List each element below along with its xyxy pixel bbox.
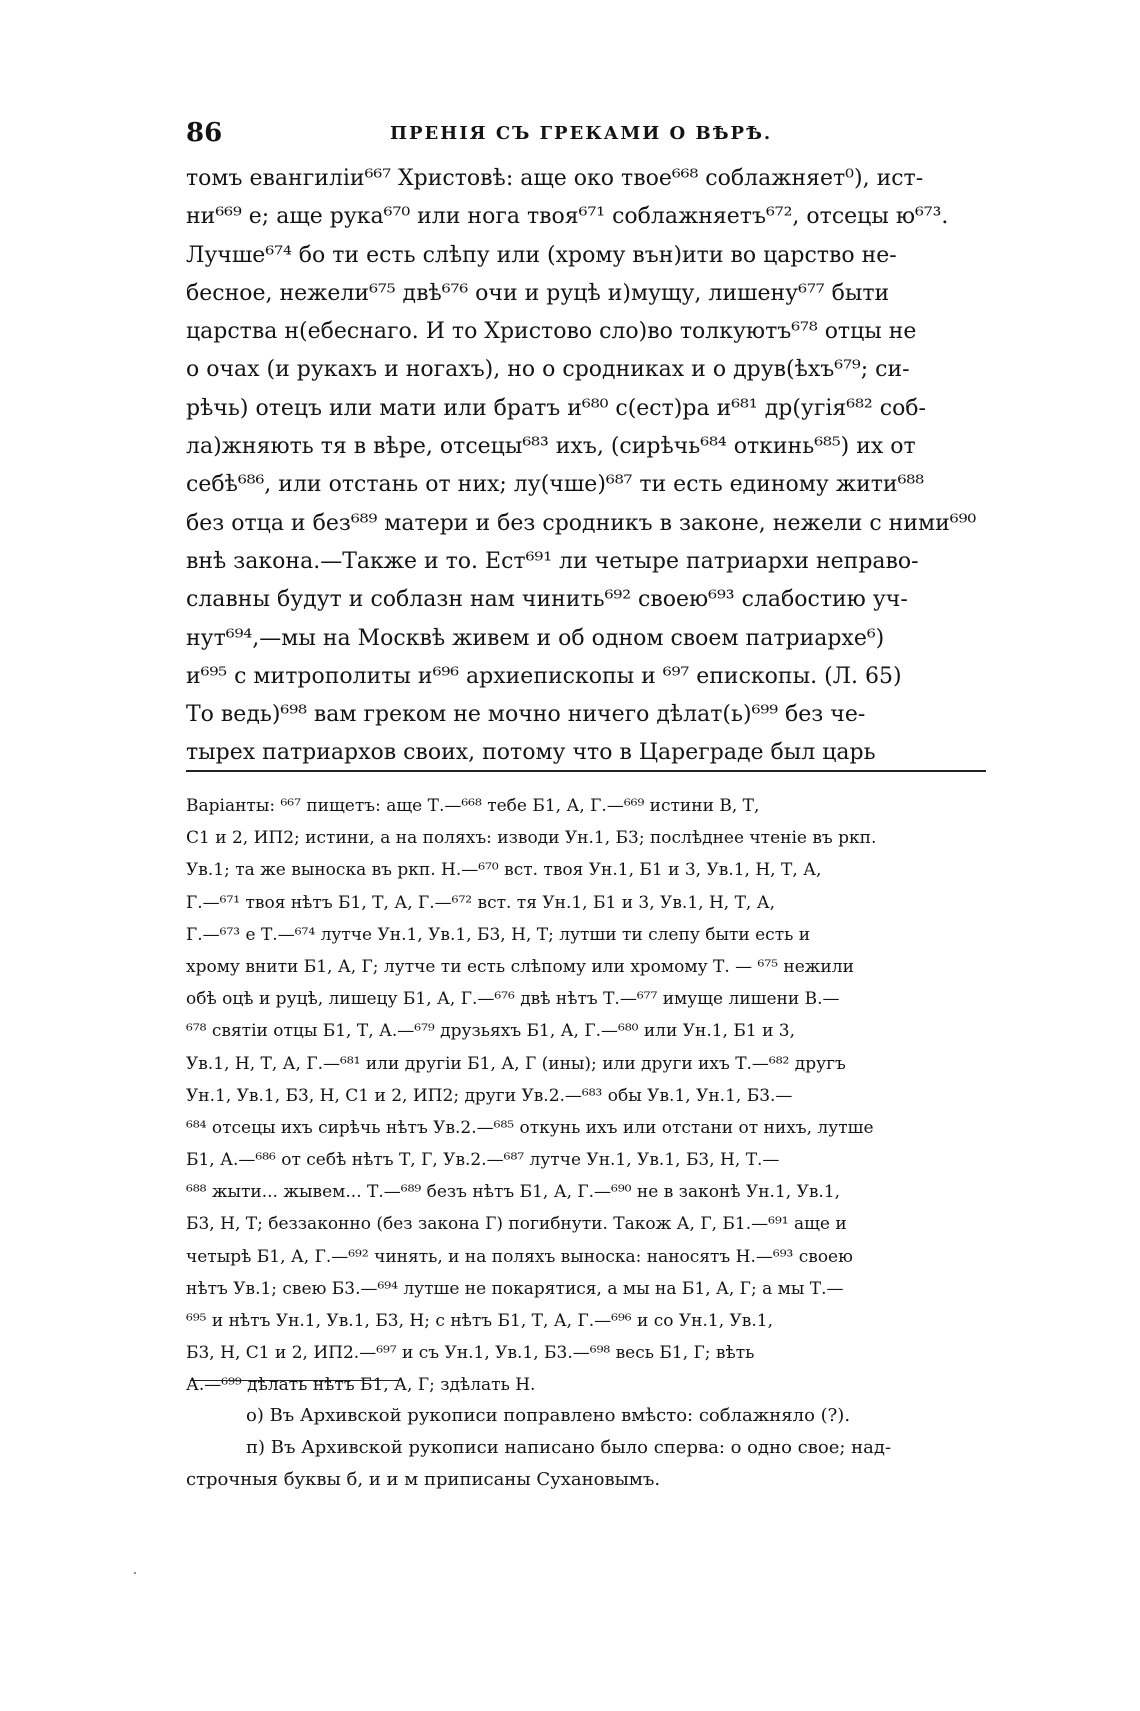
main-text-line: То ведь)⁶⁹⁸ вам греком не мочно ничего дѣлат(ь)⁶⁹⁹ без че- xyxy=(186,702,866,728)
variants-line: обѣ оцѣ и руцѣ, лишецу Б1, А, Г.—⁶⁷⁶ двѣ нѣтъ Т.—⁶⁷⁷ имуще лишени В.— xyxy=(186,989,840,1010)
main-text-line: внѣ закона.—Также и то. Ест⁶⁹¹ ли четыре патриархи неправо- xyxy=(186,548,919,574)
main-text-line: тырех патриархов своих, потому что в Цареграде был царь xyxy=(186,740,876,766)
variants-line: Г.—⁶⁷³ е Т.—⁶⁷⁴ лутче Ун.1, Ув.1, Б3, Н, Т; лутши ти слепу быти есть и xyxy=(186,924,811,945)
main-text-line: томъ евангиліи⁶⁶⁷ Христовѣ: аще око твое⁶⁶⁸ соблажняет⁰), ист- xyxy=(186,166,924,191)
running-head: ПРЕНІЯ СЪ ГРЕКАМИ О ВѢРѢ. xyxy=(390,123,773,144)
variants-line: Варіанты: ⁶⁶⁷ пищетъ: аще Т.—⁶⁶⁸ тебе Б1, А, Г.—⁶⁶⁹ истини В, Т, xyxy=(186,796,760,816)
variants-line: Б1, А.—⁶⁸⁶ от себѣ нѣтъ Т, Г, Ув.2.—⁶⁸⁷ лутче Ун.1, Ув.1, Б3, Н, Т.— xyxy=(186,1150,780,1171)
variants-line: нѣтъ Ув.1; свею Б3.—⁶⁹⁴ лутше не покарятися, а мы на Б1, А, Г; а мы Т.— xyxy=(186,1278,844,1299)
variants-line: ⁶⁷⁸ святіи отцы Б1, Т, А.—⁶⁷⁹ друзьяхъ Б1, А, Г.—⁶⁸⁰ или Ун.1, Б1 и 3, xyxy=(186,1021,796,1042)
main-text-line: бесное, нежели⁶⁷⁵ двѣ⁶⁷⁶ очи и руцѣ и)мущу, лишену⁶⁷⁷ быти xyxy=(186,280,890,306)
main-text-line: без отца и без⁶⁸⁹ матери и без сродникъ в законе, нежели с ними⁶⁹⁰ xyxy=(186,510,977,536)
variants-line: Б3, Н, Т; беззаконно (без закона Г) погибнути. Також А, Г, Б1.—⁶⁹¹ аще и xyxy=(186,1214,847,1235)
variants-line: С1 и 2, ИП2; истини, а на поляхъ: изводи Ун.1, Б3; послѣднее чтеніе въ ркп. xyxy=(186,828,877,849)
main-text-line: рѣчь) отецъ или мати или братъ и⁶⁸⁰ с(ест)ра и⁶⁸¹ др(угія⁶⁸² соб- xyxy=(186,395,926,421)
variants-line: Г.—⁶⁷¹ твоя нѣтъ Б1, Т, А, Г.—⁶⁷² вст. тя Ун.1, Б1 и 3, Ув.1, Н, Т, А, xyxy=(186,892,775,913)
variants-line: хрому внити Б1, А, Г; лутче ти есть слѣпому или хромому Т. — ⁶⁷⁵ нежили xyxy=(186,956,854,977)
main-text-line: славны будут и соблазн нам чинить⁶⁹² своею⁶⁹³ слабостию уч- xyxy=(186,587,908,613)
variants-line: четырѣ Б1, А, Г.—⁶⁹² чинять, и на поляхъ выноска: наносятъ Н.—⁶⁹³ своею xyxy=(186,1246,853,1267)
stray-dot xyxy=(134,1572,136,1574)
main-text-line: ла)жняють тя в вѣре, отсецы⁶⁸³ ихъ, (сирѣчь⁶⁸⁴ откинь⁶⁸⁵) их от xyxy=(186,434,916,460)
main-text-line: Лучше⁶⁷⁴ бо ти есть слѣпу или (хрому вън)ити во царство не- xyxy=(186,242,897,268)
footnote-p: п) Въ Архивской рукописи написано было сперва: о одно свое; над- xyxy=(246,1437,892,1458)
variants-line: А.—⁶⁹⁹ дѣлать нѣтъ Б1, А, Г; здѣлать Н. xyxy=(186,1375,536,1396)
main-divider-rule xyxy=(186,770,986,772)
footnotes xyxy=(186,1400,986,1496)
variants-line: Ун.1, Ув.1, Б3, Н, С1 и 2, ИП2; други Ув.2.—⁶⁸³ обы Ув.1, Ун.1, Б3.— xyxy=(186,1085,793,1106)
footnote-divider-rule xyxy=(190,1380,400,1381)
main-text-block xyxy=(186,160,986,773)
main-text-line: царства н(ебеснаго. И то Христово сло)во толкуютъ⁶⁷⁸ отцы не xyxy=(186,319,917,345)
page-number: 86 xyxy=(186,118,223,148)
main-text-line: ни⁶⁶⁹ е; аще рука⁶⁷⁰ или нога твоя⁶⁷¹ соблажняетъ⁶⁷², отсецы ю⁶⁷³. xyxy=(186,204,949,230)
variants-line: ⁶⁹⁵ и нѣтъ Ун.1, Ув.1, Б3, Н; с нѣтъ Б1, Т, А, Г.—⁶⁹⁶ и со Ун.1, Ув.1, xyxy=(186,1311,773,1331)
footnote-o: о) Въ Архивской рукописи поправлено вмѣсто: соблажняло (?). xyxy=(246,1405,851,1426)
variants-apparatus xyxy=(186,790,986,1402)
variants-line: Ув.1; та же выноска въ ркп. Н.—⁶⁷⁰ вст. твоя Ун.1, Б1 и 3, Ув.1, Н, Т, А, xyxy=(186,860,822,881)
footnote-p-continuation: строчныя буквы б, и и м приписаны Сухановымъ. xyxy=(186,1469,661,1490)
variants-line: ⁶⁸⁸ жыти... жывем... Т.—⁶⁸⁹ безъ нѣтъ Б1, А, Г.—⁶⁹⁰ не в законѣ Ун.1, Ув.1, xyxy=(186,1182,841,1203)
variants-line: Б3, Н, С1 и 2, ИП2.—⁶⁹⁷ и съ Ун.1, Ув.1, Б3.—⁶⁹⁸ весь Б1, Г; вѣть xyxy=(186,1343,755,1364)
main-text-line: о очах (и рукахъ и ногахъ), но о сродниках и о друв(ѣхъ⁶⁷⁹; си- xyxy=(186,357,910,383)
variants-line: Ув.1, Н, Т, А, Г.—⁶⁸¹ или другіи Б1, А, Г (ины); или други ихъ Т.—⁶⁸² другъ xyxy=(186,1053,846,1074)
variants-line: ⁶⁸⁴ отсецы ихъ сирѣчь нѣтъ Ув.2.—⁶⁸⁵ откунь ихъ или отстани от нихъ, лутше xyxy=(186,1117,874,1138)
main-text-line: нут⁶⁹⁴,—мы на Москвѣ живем и об одном своем патриархе⁶) xyxy=(186,625,885,651)
main-text-line: и⁶⁹⁵ с митрополиты и⁶⁹⁶ архиепископы и ⁶⁹⁷ епископы. (Л. 65) xyxy=(186,663,902,689)
main-text-line: себѣ⁶⁸⁶, или отстань от них; лу(чше)⁶⁸⁷ ти есть единому жити⁶⁸⁸ xyxy=(186,472,925,498)
